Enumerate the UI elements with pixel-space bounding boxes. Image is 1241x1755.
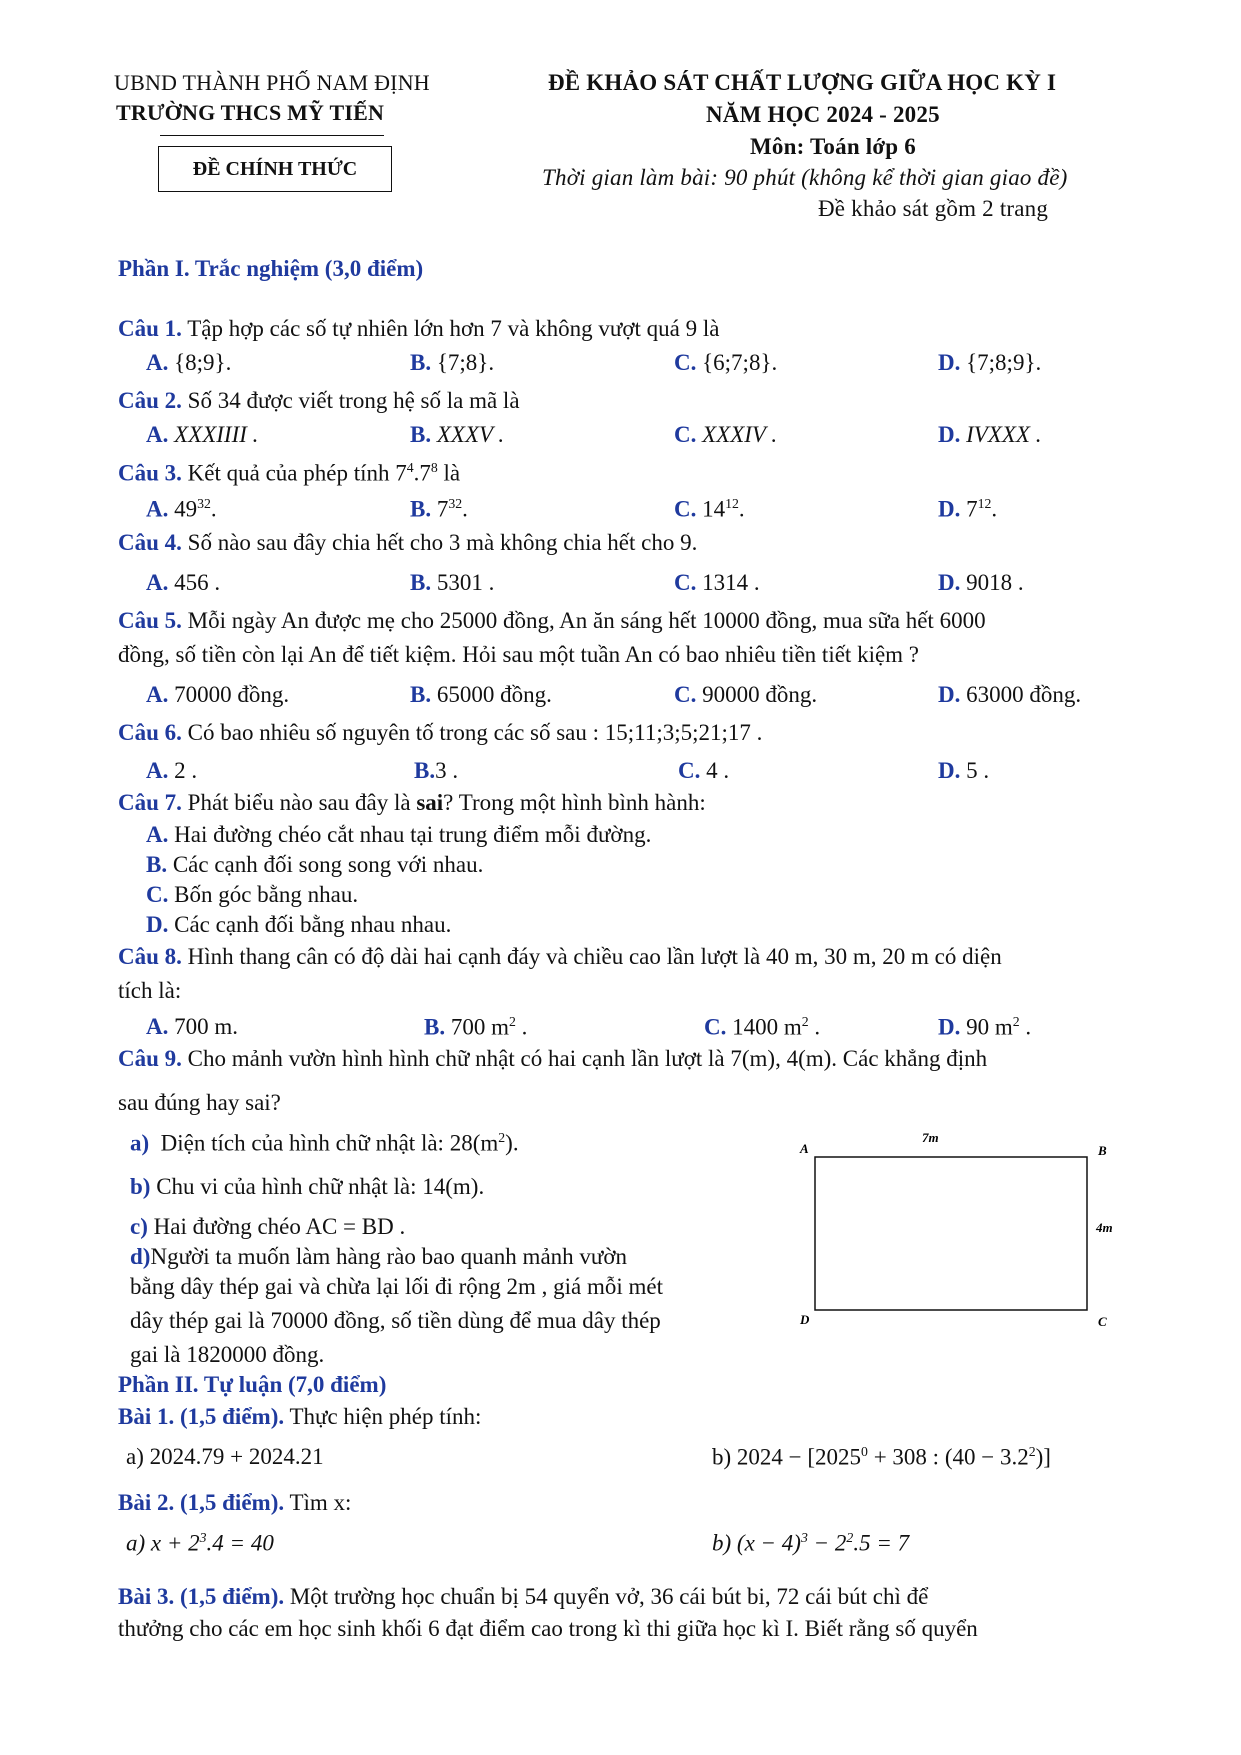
q2-option-c: C. XXXIV . [674,422,778,447]
q3-option-c: C. $14^{12}$. [674,496,745,522]
q5-option-d: D. 63000 đồng. [938,682,1082,707]
q6-option-a: A. 2 . [146,758,198,783]
pages-note: Đề khảo sát gồm 2 trang [818,196,1049,221]
q7-option-b: B. Các cạnh đối song song với nhau. [146,852,484,877]
time-note: Thời gian làm bài: 90 phút (không kể thời gian giao đề) [542,165,1068,190]
emphasis: sai [416,790,444,815]
bai2-part-b: b) $(x - 4)^3 - 2^2.5 = 7$ [712,1530,910,1556]
part2-title: Phần II. Tự luận (7,0 điểm) [118,1372,387,1397]
question-5 [118,608,986,634]
q4-option-d: D. 9018 . [938,570,1024,595]
q2-option-d: D. IVXXX . [938,422,1042,447]
exam-title: ĐỀ KHẢO SÁT CHẤT LƯỢNG GIỮA HỌC KỲ I [548,70,1057,95]
question-3: Câu 3. Kết quả của phép tính $7^4.7^8$ là [118,460,461,486]
question-4 [118,530,697,556]
q6-option-b: B.3 . [414,758,459,783]
bai3-label: Bài 3. (1,5 điểm). [118,1584,285,1609]
q2-option-b: B. XXXV . [410,422,505,447]
question-text: Có bao nhiêu số nguyên tố trong các số sau : 15;11;3;5;21;17 . [187,720,763,745]
question-text: Mỗi ngày An được mẹ cho 25000 đồng, An ăn sáng hết 10000 đồng, mua sữa hết 6000 [187,608,986,633]
question-6 [118,720,762,746]
header-divider [160,135,384,136]
q5-option-b: B. 65000 đồng. [410,682,552,707]
q7-option-c: C. Bốn góc bằng nhau. [146,882,359,907]
q7-option-d: D. Các cạnh đối bằng nhau nhau. [146,912,452,937]
question-8-line2: tích là: [118,978,182,1003]
q1-option-a: A. {8;9}. [146,350,232,375]
bai1-text: Thực hiện phép tính: [289,1404,482,1429]
question-label: Câu 1. [118,316,182,341]
school-name: TRƯỜNG THCS MỸ TIẾN [116,100,385,125]
bai2-text: Tìm x: [289,1490,352,1515]
top-side-label: 7m [922,1130,939,1145]
q8-option-b: B. 700 $m^2$ . [424,1014,528,1040]
vertex-c: C [1098,1314,1107,1328]
q9-statement-b: b) Chu vi của hình chữ nhật là: 14(m). [130,1174,485,1199]
question-label: Câu 5. [118,608,182,633]
question-2 [118,388,520,414]
question-text: Cho mảnh vườn hình hình chữ nhật có hai cạnh lần lượt là 7(m), 4(m). Các khẳng định [187,1046,988,1071]
question-text: Số 34 được viết trong hệ số la mã là [187,388,520,413]
q1-option-b: B. {7;8}. [410,350,495,375]
q9-statement-d-line3: dây thép gai là 70000 đồng, số tiền dùng để mua dây thép [130,1308,661,1333]
q5-option-a: A. 70000 đồng. [146,682,290,707]
question-text: Tập hợp các số tự nhiên lớn hơn 7 và không vượt quá 9 là [187,316,720,341]
part1-title: Phần I. Trắc nghiệm (3,0 điểm) [118,256,424,281]
bai2-label: Bài 2. (1,5 điểm). [118,1490,285,1515]
rectangle-figure [790,1128,1120,1328]
bai3-line2: thưởng cho các em học sinh khối 6 đạt điểm cao trong kì thi giữa học kì I. Biết rằng số quyển [118,1616,978,1641]
q9-statement-d: d)Người ta muốn làm hàng rào bao quanh mảnh vườn [130,1244,628,1269]
q6-option-d: D. 5 . [938,758,990,783]
q2-option-a: A. XXXIIII . [146,422,259,447]
question-5-line2: đồng, số tiền còn lại An để tiết kiệm. Hỏi sau một tuần An có bao nhiêu tiền tiết kiệm ? [118,642,920,667]
bai1-part-b: b) $2024 - [2025^0 + 308$ : $(40 - 3.2^2)$] [712,1444,1051,1470]
q9-statement-a: a) Diện tích của hình chữ nhật là: $28(m^2)$. [130,1130,519,1156]
q3-option-b: B. $7^{32}$. [410,496,468,522]
question-8 [118,944,1002,970]
question-label: Câu 6. [118,720,182,745]
official-badge [158,146,392,192]
question-label: Câu 3. [118,460,182,486]
q1-option-d: D. {7;8;9}. [938,350,1042,375]
vertex-d: D [800,1312,810,1327]
official-label: ĐỀ CHÍNH THỨC [192,158,358,180]
q6-option-c: C. 4 . [678,758,730,783]
q3-option-d: D. $7^{12}$. [938,496,998,522]
question-1 [118,316,719,342]
q4-option-a: A. 456 . [146,570,221,595]
bai1-part-a: a) 2024.79 + 2024.21 [126,1444,324,1469]
question-text: Số nào sau đây chia hết cho 3 mà không chia hết cho 9. [187,530,698,555]
right-side-label: 4m [1096,1220,1113,1235]
rectangle-abcd [815,1157,1087,1310]
q7-option-a: A. Hai đường chéo cắt nhau tại trung điểm mỗi đường. [146,822,652,847]
bai3-line1: Một trường học chuẩn bị 54 quyển vở, 36 cái bút bi, 72 cái bút chì để [289,1584,929,1609]
q4-option-c: C. 1314 . [674,570,760,595]
question-label: Câu 8. [118,944,182,969]
question-text: Hình thang cân có độ dài hai cạnh đáy và chiều cao lần lượt là 40 m, 30 m, 20 m có diện [187,944,1002,969]
q9-statement-c: c) Hai đường chéo AC = BD . [130,1214,406,1239]
q4-option-b: B. 5301 . [410,570,495,595]
question-label: Câu 7. [118,790,182,815]
question-9-line2: sau đúng hay sai? [118,1090,281,1115]
bai3 [118,1584,928,1610]
q3-option-a: A. $49^{32}$. [146,496,217,522]
q9-statement-d-line4: gai là 1820000 đồng. [130,1342,325,1367]
question-9 [118,1046,987,1072]
q8-option-a: A. 700 m. [146,1014,239,1039]
bai2-part-a: a) $x + 2^3.4 = 40$ [126,1530,274,1556]
bai1-label: Bài 1. (1,5 điểm). [118,1404,285,1429]
question-label: Câu 9. [118,1046,182,1071]
q8-option-d: D. 90 $m^2$ . [938,1014,1032,1040]
question-label: Câu 4. [118,530,182,555]
bai2 [118,1490,351,1516]
question-label: Câu 2. [118,388,182,413]
q5-option-c: C. 90000 đồng. [674,682,818,707]
school-year: NĂM HỌC 2024 - 2025 [706,102,940,127]
department-name: UBND THÀNH PHỐ NAM ĐỊNH [114,70,430,95]
bai1 [118,1404,481,1430]
vertex-b: B [1098,1143,1107,1158]
question-7: Câu 7. Phát biểu nào sau đây là sai? Trong một hình bình hành: [118,790,706,815]
vertex-a: A [800,1141,809,1156]
q8-option-c: C. 1400 $m^2$ . [704,1014,821,1040]
q1-option-c: C. {6;7;8}. [674,350,778,375]
q9-statement-d-line2: bằng dây thép gai và chừa lại lối đi rộng 2m , giá mỗi mét [130,1274,664,1299]
subject: Môn: Toán lớp 6 [750,134,916,159]
